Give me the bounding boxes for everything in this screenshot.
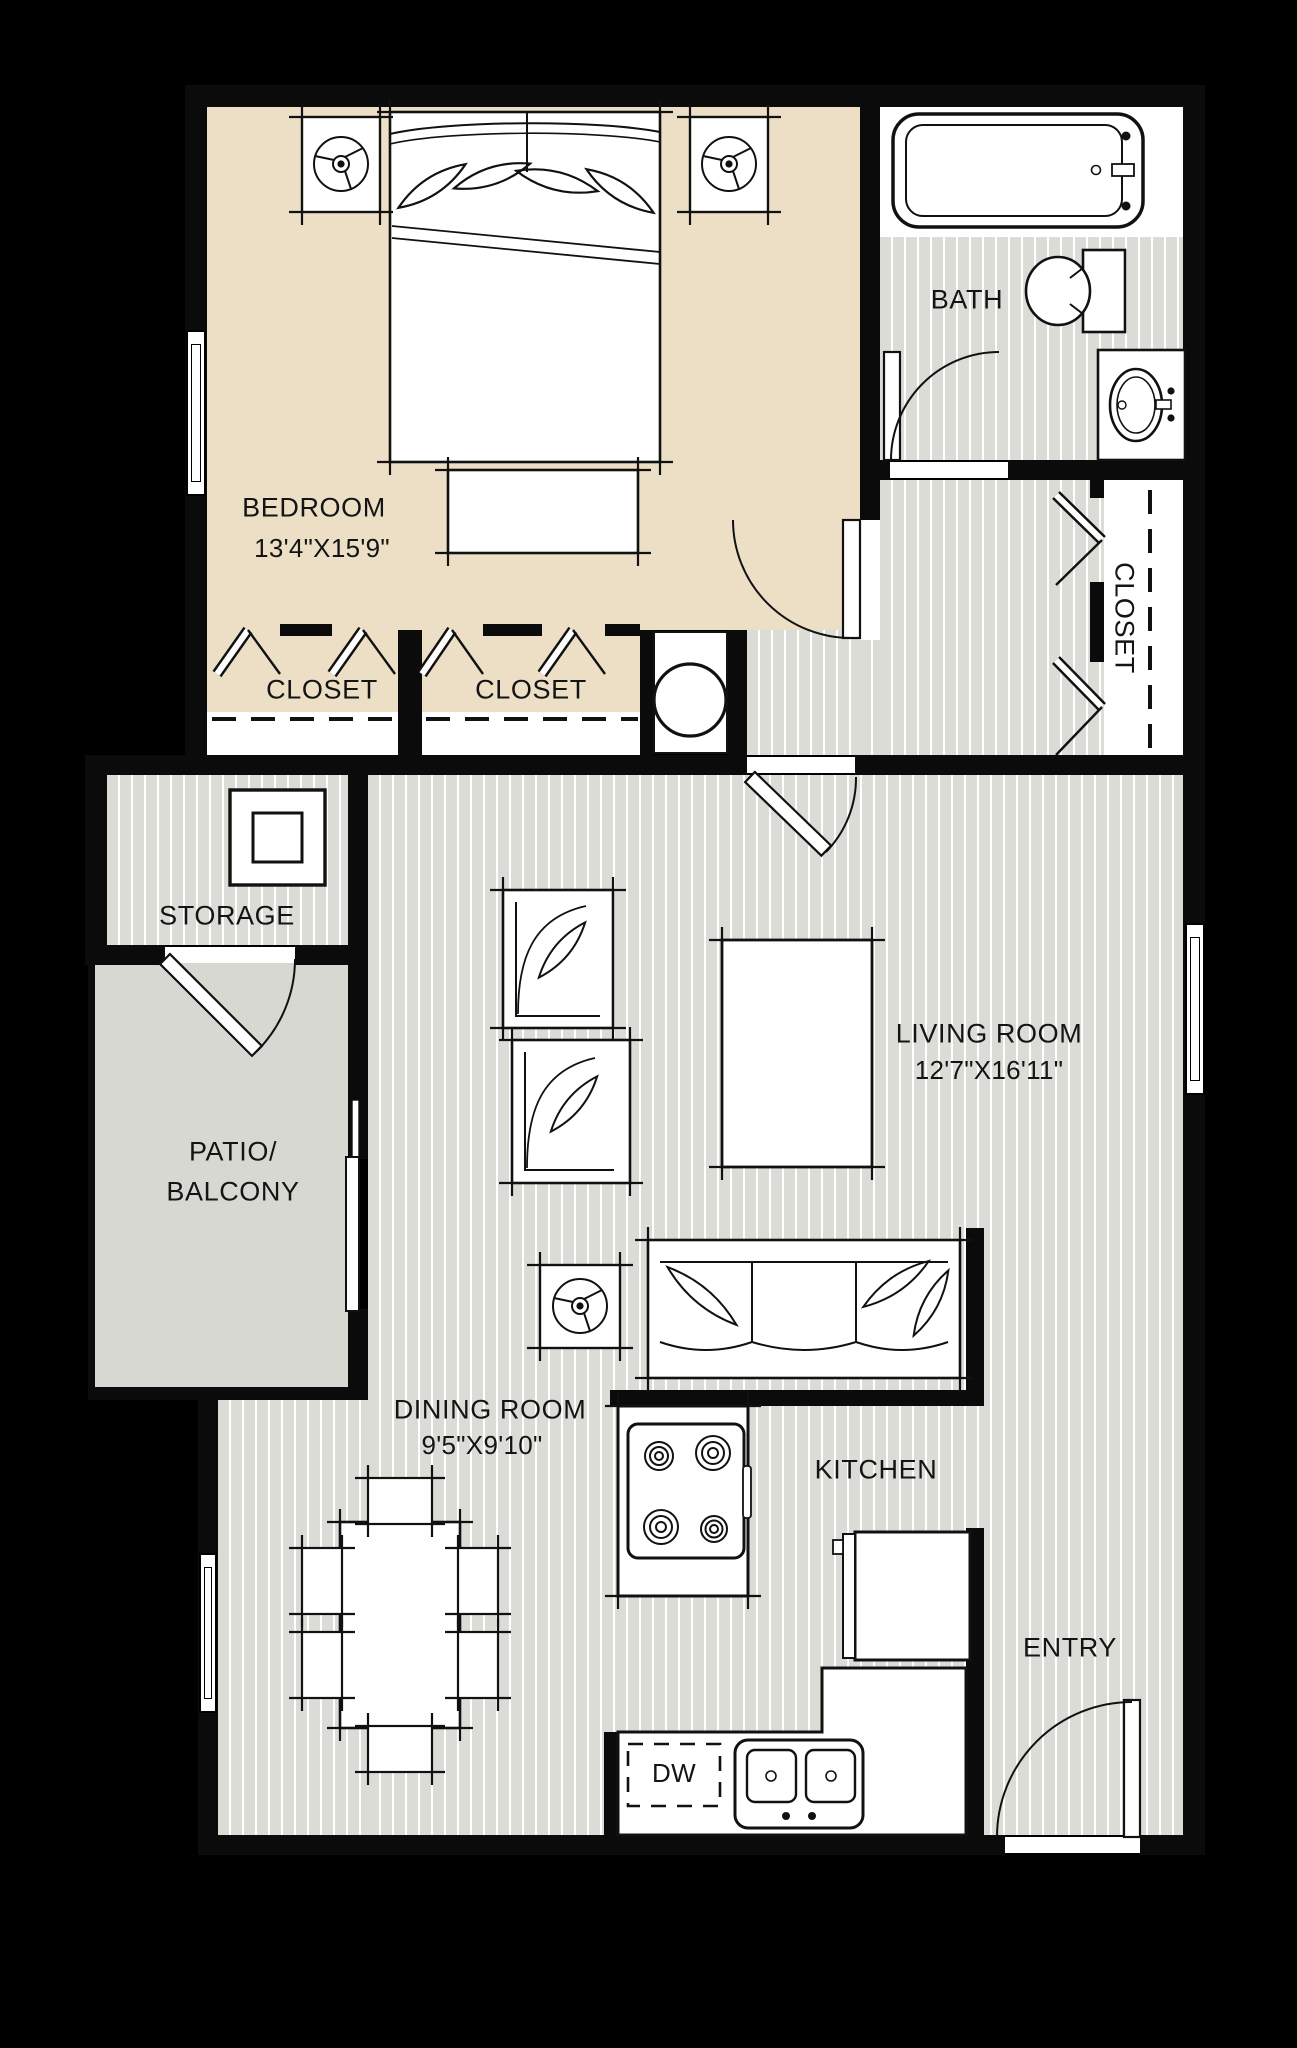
bifold-doors-right-closet	[1056, 495, 1102, 755]
nightstand-right	[677, 104, 781, 225]
dining-dims: 9'5"X9'10"	[421, 1430, 543, 1461]
dining-label: DINING ROOM	[393, 1394, 587, 1425]
armchair-2	[499, 1027, 643, 1196]
kitchen-counter	[618, 1668, 966, 1835]
sofa	[635, 1227, 973, 1391]
refrigerator	[833, 1532, 970, 1660]
patio-label-2: BALCONY	[166, 1176, 300, 1207]
nightstand-left	[289, 104, 393, 225]
armchair-1	[490, 877, 626, 1041]
entry-label: ENTRY	[1022, 1632, 1118, 1663]
side-table	[527, 1252, 633, 1361]
toilet	[1026, 250, 1125, 332]
living-label: LIVING ROOM	[895, 1018, 1083, 1049]
bath-door	[884, 352, 999, 460]
bed	[377, 99, 673, 475]
living-dims: 12'7"X16'11"	[914, 1055, 1064, 1086]
storage-patio-door	[160, 954, 295, 1056]
bath-label: BATH	[930, 284, 1004, 315]
closet2-label: CLOSET	[475, 674, 587, 705]
bedroom-dims: 13'4"X15'9"	[254, 533, 390, 564]
hall-door	[745, 772, 856, 856]
coffee-table	[709, 927, 885, 1180]
stove	[628, 1424, 751, 1558]
bath-sink	[1098, 350, 1185, 460]
kitchen-label: KITCHEN	[814, 1454, 938, 1485]
closet3-label: CLOSET	[1109, 562, 1140, 674]
bathtub	[893, 114, 1143, 227]
closet1-label: CLOSET	[266, 674, 378, 705]
dresser	[435, 457, 651, 566]
washer-dryer	[654, 632, 727, 753]
storage-label: STORAGE	[159, 900, 295, 931]
bedroom-door	[733, 520, 860, 638]
stove-counter	[605, 1393, 761, 1609]
bedroom-label: BEDROOM	[242, 492, 386, 523]
entry-door	[997, 1700, 1140, 1837]
dishwasher-label: DW	[652, 1758, 696, 1789]
kitchen-sink	[735, 1740, 863, 1828]
dining-table	[327, 1509, 473, 1741]
bifold-doors-bedroom-closets	[217, 630, 605, 674]
patio-label-1: PATIO/	[188, 1136, 278, 1167]
patio-sliding-door	[346, 1100, 359, 1311]
water-heater	[230, 790, 325, 885]
